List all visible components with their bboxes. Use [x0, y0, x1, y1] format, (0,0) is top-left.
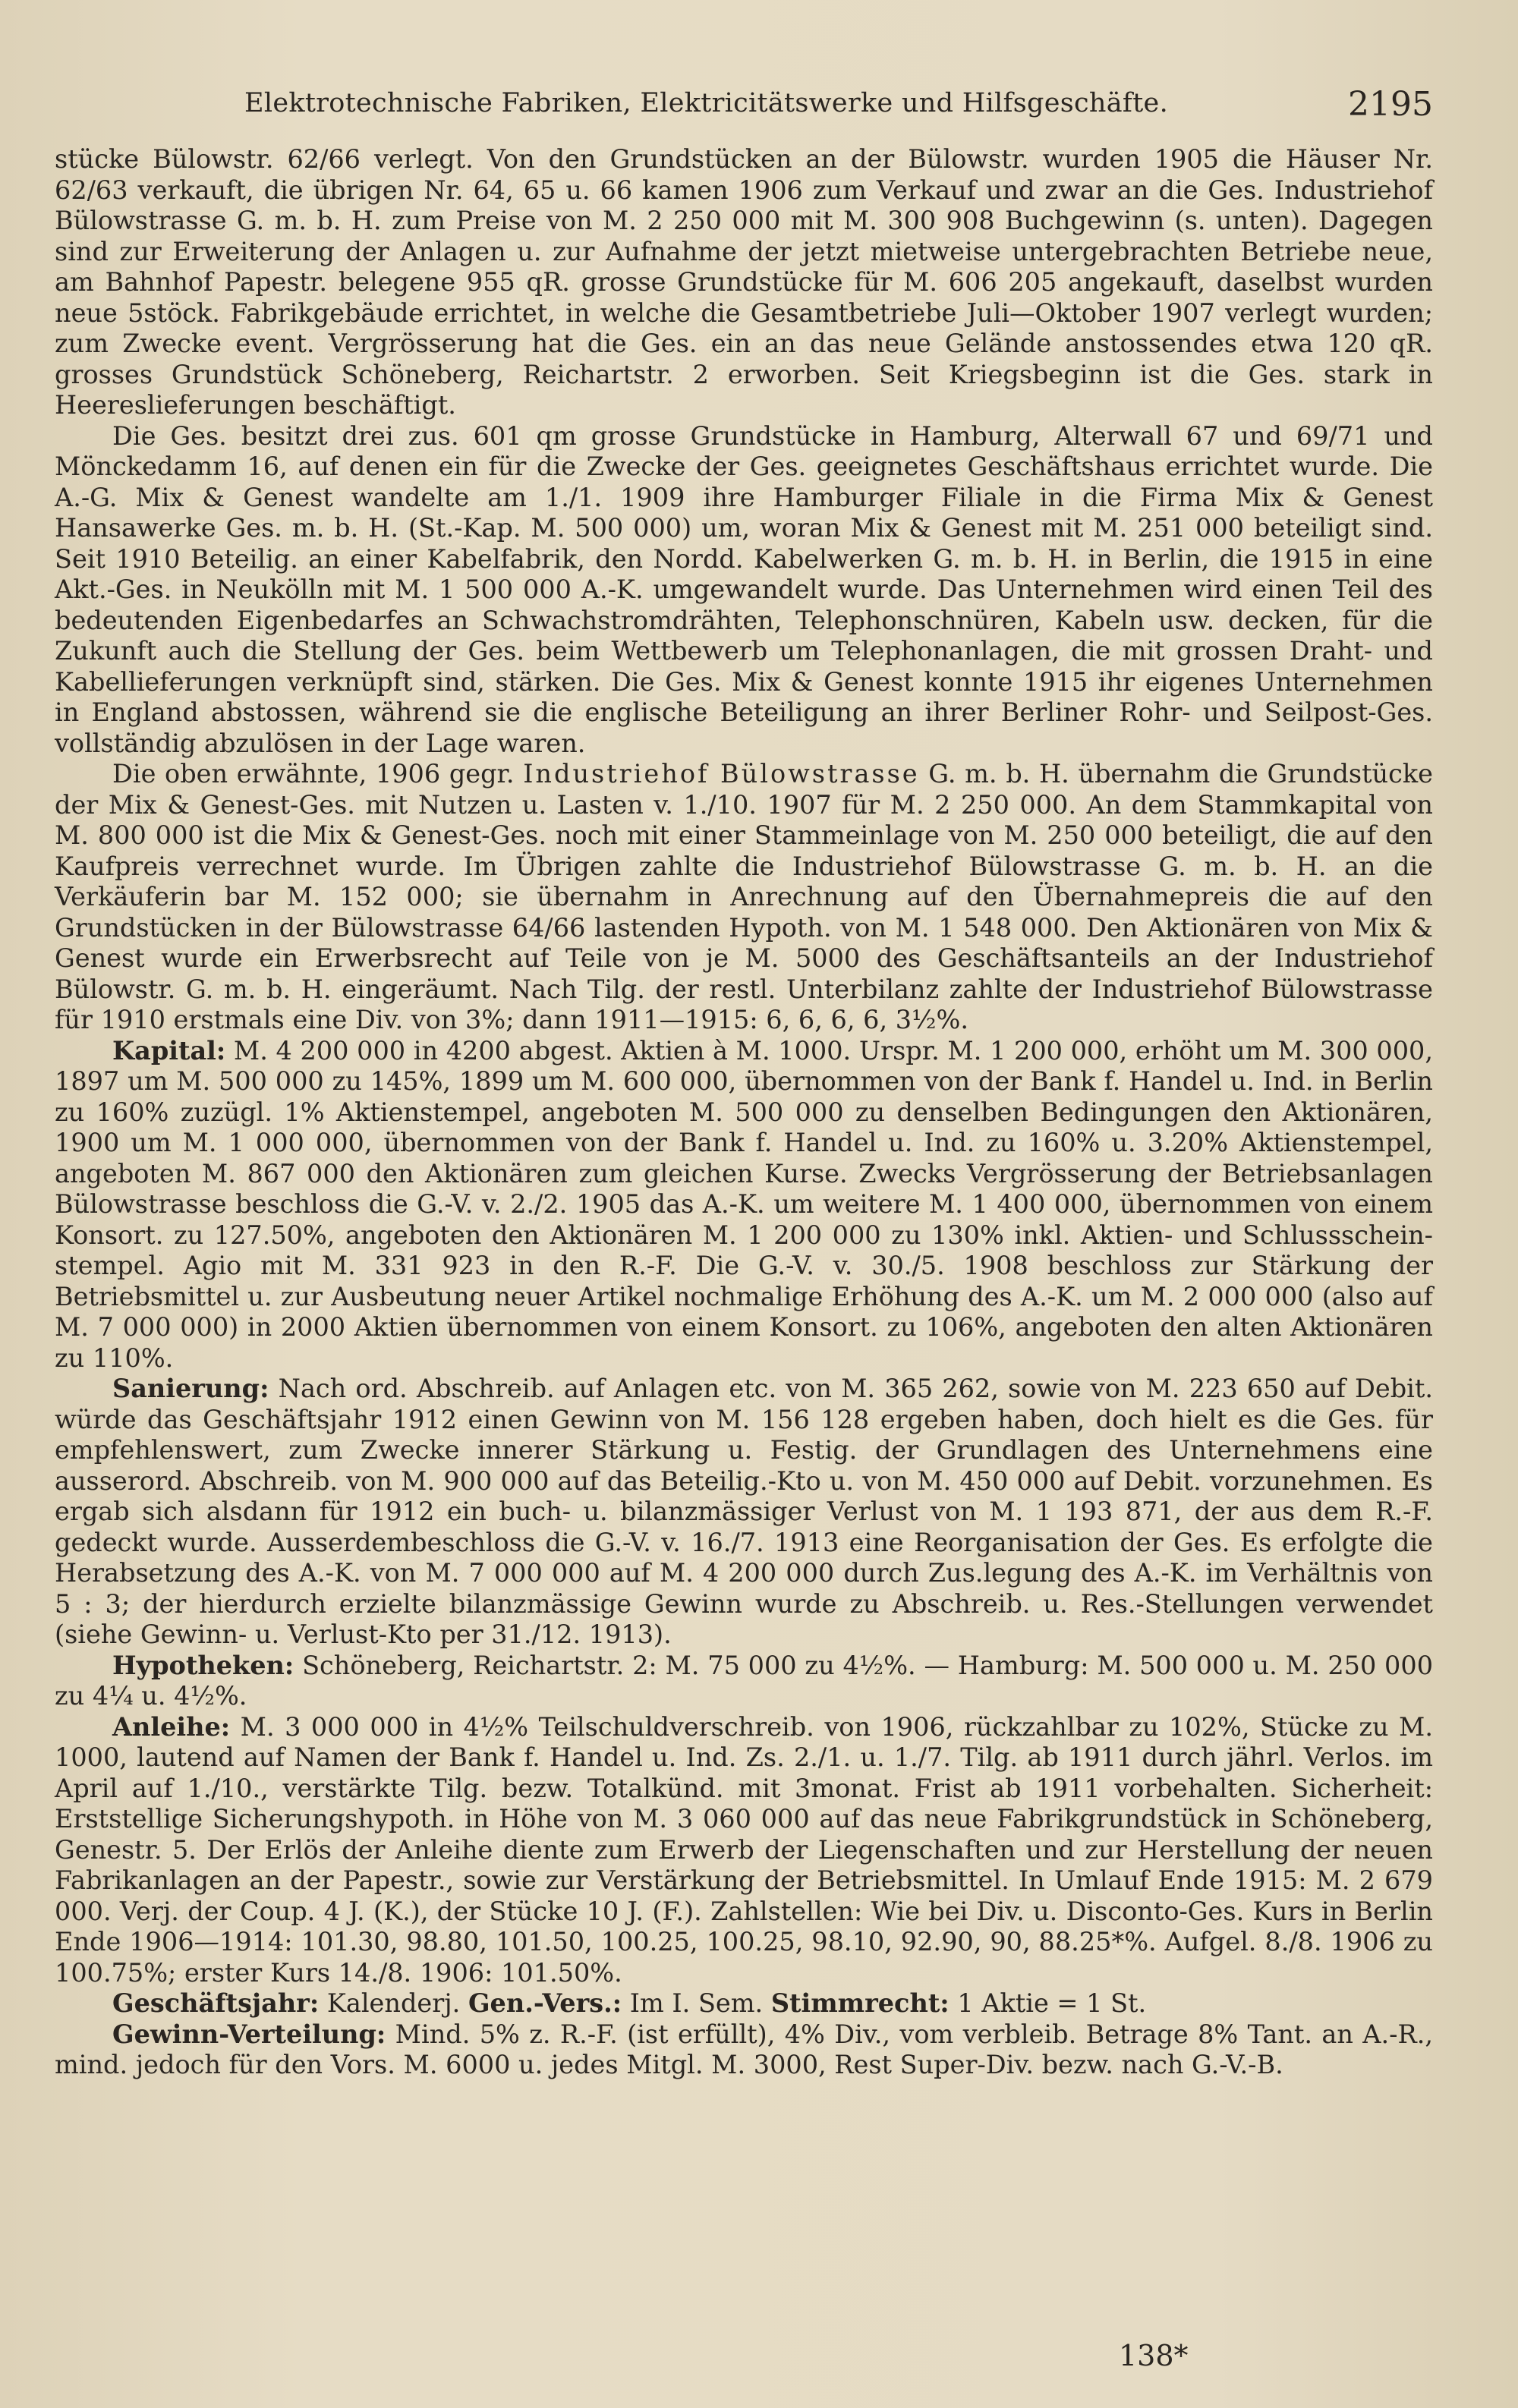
paragraph-kapital	[55, 1036, 1433, 1374]
kapital-label: Kapital:	[112, 1035, 226, 1066]
paragraph-intro: stücke Bülowstr. 62/66 verlegt. Von den Grundstücken an der Bülowstr. wurden 1905 die Häuser Nr. 62/63 verkauft, die übrigen Nr. 64, 65 u. 66 kamen 1906 zum Verkauf und zwar an die Ges. Industriehof Bülowstrasse G. m. b. H. zum Preise von M. 2 250 000 mit M. 300 908 Buchgewinn (s. unten). Dagegen sind zur Erweiterung der Anlagen u. zur Aufnahme der jetzt mietweise untergebrachten Betriebe neue, am Bahnhof Papestr. belegene 955 qR. grosse Grundstücke für M. 606 205 angekauft, daselbst wurden neue 5stöck. Fabrikgebäude errichtet, in welche die Gesamtbetriebe Juli—Oktober 1907 verlegt wurden; zum Zwecke event. Vergrösserung hat die Ges. ein an das neue Gelände anstossendes etwa 120 qR. grosses Grundstück Schöneberg, Reichartstr. 2 erworben. Seit Kriegsbeginn ist die Ges. stark in Heereslieferungen beschäftigt.	[55, 144, 1433, 420]
paragraph-hamburg: Die Ges. besitzt drei zus. 601 qm grosse Grundstücke in Hamburg, Alterwall 67 und 69/71 und Mönckedamm 16, auf denen ein für die Zwecke der Ges. geeignetes Geschäftshaus errichtet wurde. Die A.-G. Mix & Genest wandelte am 1./1. 1909 ihre Hamburger Filiale in die Firma Mix & Genest Hansawerke Ges. m. b. H. (St.-Kap. M. 500 000) um, woran Mix & Genest mit M. 251 000 beteiligt sind. Seit 1910 Beteilig. an einer Kabelfabrik, den Nordd. Kabelwerken G. m. b. H. in Berlin, die 1915 in eine Akt.-Ges. in Neukölln mit M. 1 500 000 A.-K. umgewandelt wurde. Das Unternehmen wird einen Teil des bedeutenden Eigenbedarfes an Schwachstromdrähten, Telephonschnüren, Kabeln usw. decken, für die Zukunft auch die Stellung der Ges. beim Wettbewerb um Telephonanlagen, die mit grossen Draht- und Kabellieferungen verknüpft sind, stärken. Die Ges. Mix & Genest konnte 1915 ihr eigenes Unternehmen in England abstossen, während sie die englische Beteiligung an ihrer Berliner Rohr- und Seilpost-Ges. vollständig abzulösen in der Lage waren.	[55, 420, 1433, 758]
anleihe-label: Anleihe:	[112, 1711, 231, 1742]
sanierung-text: Nach ord. Abschreib. auf Anlagen etc. von M. 365 262, sowie von M. 223 650 auf Debit. würde das Geschäftsjahr 1912 einen Gewinn von M. 156 128 ergeben haben, doch hielt es die Ges. für empfehlenswert, zum Zwecke innerer Stärkung u. Festig. der Grundlagen des Unternehmens eine ausserord. Abschreib. von M. 900 000 auf das Beteilig.-Kto u. von M. 450 000 auf Debit. vorzunehmen. Es ergab sich alsdann für 1912 ein buch- u. bilanzmässiger Verlust von M. 1 193 871, der aus dem R.-F. gedeckt wurde. Ausserdembeschloss die G.-V. v. 16./7. 1913 eine Reorganisation der Ges. Es erfolgte die Herabsetzung des A.-K. von M. 7 000 000 auf M. 4 200 000 durch Zus.legung des A.-K. im Verhältnis von 5 : 3; der hierdurch erzielte bilanzmässige Gewinn wurde zu Abschreib. u. Res.-Stellungen verwendet (siehe Gewinn- u. Verlust-Kto per 31./12. 1913).	[55, 1374, 1433, 1649]
anleihe-text: M. 3 000 000 in 4½% Teilschuldverschreib. von 1906, rückzahlbar zu 102%, Stücke zu M. 1000, lautend auf Namen der Bank f. Handel u. Ind. Zs. 2./1. u. 1./7. Tilg. ab 1911 durch jährl. Verlos. im April auf 1./10., verstärkte Tilg. bezw. Totalkünd. mit 3monat. Frist ab 1911 vorbehalten. Sicherheit: Erststellige Sicherungshypoth. in Höhe von M. 3 060 000 auf das neue Fabrikgrundstück in Schöneberg, Genestr. 5. Der Erlös der Anleihe diente zum Erwerb der Liegenschaften und zur Herstellung der neuen Fabrikanlagen an der Papestr., sowie zur Verstärkung der Betriebsmittel. In Umlauf Ende 1915: M. 2 679 000. Verj. der Coup. 4 J. (K.), der Stücke 10 J. (F.). Zahlstellen: Wie bei Div. u. Disconto-Ges. Kurs in Berlin Ende 1906—1914: 101.30, 98.80, 101.50, 100.25, 100.25, 98.10, 92.90, 90, 88.25*%. Aufgel. 8./8. 1906 zu 100.75%; erster Kurs 14./8. 1906: 101.50%.	[55, 1711, 1433, 1988]
industriehof-name: Industriehof Bülowstrasse	[523, 759, 920, 789]
page-header	[55, 85, 1433, 131]
genvers-label: Gen.-Vers.:	[468, 1988, 622, 2018]
gewinn-text: Mind. 5% z. R.-F. (ist erfüllt), 4% Div., vom verbleib. Betrage 8% Tant. an A.-R., mind. jedoch für den Vors. M. 6000 u. jedes Mitgl. M. 3000, Rest Super-Div. bezw. nach G.-V.-B.	[55, 2019, 1433, 2079]
paragraph-gewinn	[55, 2019, 1433, 2081]
genvers-text: Im I. Sem.	[629, 1988, 764, 2018]
paragraph-geschaeftsjahr	[55, 1988, 1433, 2019]
hypotheken-label: Hypotheken:	[112, 1650, 294, 1680]
geschaeftsjahr-text: Kalenderj.	[326, 1988, 461, 2018]
geschaeftsjahr-label: Geschäftsjahr:	[112, 1988, 320, 2018]
sanierung-label: Sanierung:	[112, 1374, 269, 1403]
paragraph-industriehof	[55, 759, 1433, 1036]
signature-mark: 138*	[1119, 2339, 1189, 2372]
hypotheken-text: Schöneberg, Reichartstr. 2: M. 75 000 zu 4½%. — Hamburg: M. 500 000 u. M. 250 000 zu 4¼ u. 4½%.	[55, 1650, 1434, 1711]
paragraph-anleihe	[55, 1712, 1433, 1989]
industriehof-post: G. m. b. H. übernahm die Grundstücke der Mix & Genest-Ges. mit Nutzen u. Lasten v. 1./10. 1907 für M. 2 250 000. An dem Stammkapital von M. 800 000 ist die Mix & Genest-Ges. noch mit einer Stammeinlage von M. 250 000 beteiligt, die auf den Kaufpreis verrechnet wurde. Im Übrigen zahlte die Industriehof Bülowstrasse G. m. b. H. an die Verkäuferin bar M. 152 000; sie übernahm in Anrechnung auf den Übernahmepreis die auf den Grundstücken in der Bülowstrasse 64/66 lastenden Hypoth. von M. 1 548 000. Den Aktionären von Mix & Genest wurde ein Erwerbsrecht auf Teile von je M. 5000 des Geschäftsanteils an der Industriehof Bülowstr. G. m. b. H. eingeräumt. Nach Tilg. der restl. Unterbilanz zahlte der Industriehof Bülowstrasse für 1910 erstmals eine Div. von 3%; dann 1911—1915: 6, 6, 6, 6, 3½%.	[55, 759, 1434, 1034]
page-number: 2195	[1348, 85, 1433, 124]
paragraph-sanierung	[55, 1374, 1433, 1651]
running-head: Elektrotechnische Fabriken, Elektricitätswerke und Hilfsgeschäfte.	[244, 88, 1168, 118]
stimmrecht-text: 1 Aktie = 1 St.	[957, 1988, 1147, 2018]
industriehof-pre: Die oben erwähnte, 1906 gegr.	[112, 759, 515, 789]
body-text	[55, 144, 1433, 2081]
kapital-text: M. 4 200 000 in 4200 abgest. Aktien à M. 1000. Urspr. M. 1 200 000, erhöht um M. 300 000, 1897 um M. 500 000 zu 145%, 1899 um M. 600 000, übernommen von der Bank f. Handel u. Ind. in Berlin zu 160% zuzügl. 1% Aktienstempel, angeboten M. 500 000 zu denselben Bedingungen den Aktionären, 1900 um M. 1 000 000, übernommen von der Bank f. Handel u. Ind. zu 160% u. 3.20% Aktienstempel, angeboten M. 867 000 den Aktionären zum gleichen Kurse. Zwecks Vergrösserung der Betriebsanlagen Bülowstrasse beschloss die G.-V. v. 2./2. 1905 das A.-K. um weitere M. 1 400 000, übernommen von einem Konsort. zu 127.50%, angeboten den Aktionären M. 1 200 000 zu 130% inkl. Aktien- und Schlussscheinstempel. Agio mit M. 331 923 in den R.-F. Die G.-V. v. 30./5. 1908 beschloss zur Stärkung der Betriebsmittel u. zur Ausbeutung neuer Artikel nochmalige Erhöhung des A.-K. um M. 2 000 000 (also auf M. 7 000 000) in 2000 Aktien übernommen von einem Konsort. zu 106%, angeboten den alten Aktionären zu 110%.	[55, 1035, 1433, 1373]
gewinn-label: Gewinn-Verteilung:	[112, 2019, 386, 2049]
paragraph-hypotheken	[55, 1651, 1433, 1712]
stimmrecht-label: Stimmrecht:	[770, 1988, 950, 2018]
